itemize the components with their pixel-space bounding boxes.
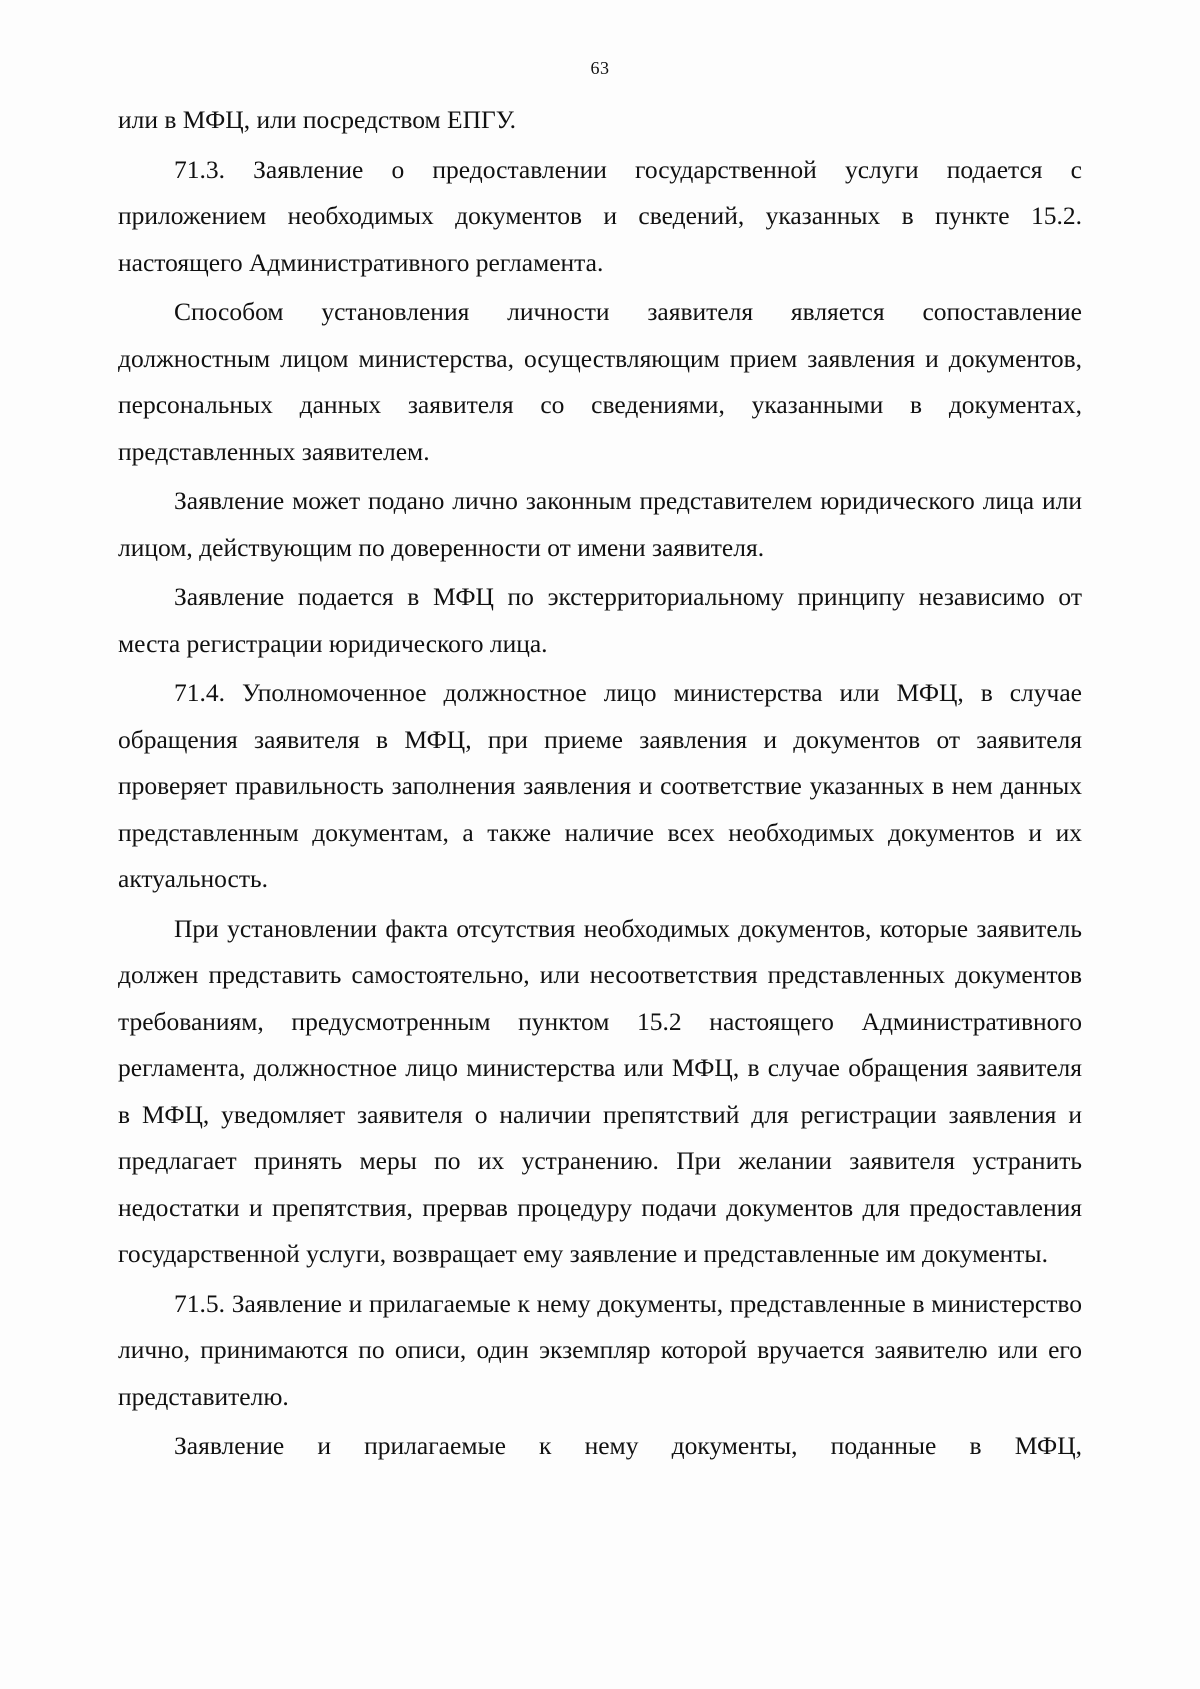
paragraph-identity: Способом установления личности заявителя является сопоставление должностным лицом министерства, осуществляющим прием заявления и документов, персональных данных заявителя со сведениями, указанными в документах, представленных заявителем. <box>118 297 1082 466</box>
paragraph-extraterritorial: Заявление подается в МФЦ по экстерриториальному принципу независимо от места регистрации юридического лица. <box>118 582 1082 658</box>
paragraph-continuation: или в МФЦ, или посредством ЕПГУ. <box>118 105 517 134</box>
paragraph-obstacles: При установлении факта отсутствия необходимых документов, которые заявитель должен представить самостоятельно, или несоответствия представленных документов требованиям, предусмотренным пунктом 15.2 настоящего Административного регламента, должностное лицо министерства или МФЦ, в случае обращения заявителя в МФЦ, уведомляет заявителя о наличии препятствий для регистрации заявления и предлагает принять меры по их устранению. При желании заявителя устранить недостатки и препятствия, прервав процедуру подачи документов для предоставления государственной услуги, возвращает ему заявление и представленные им документы. <box>118 913 1082 1268</box>
page-number: 63 <box>590 58 610 78</box>
paragraph-mfc-submitted: Заявление и прилагаемые к нему документы, поданные в МФЦ, <box>174 1431 1082 1460</box>
paragraph-71-4: 71.4. Уполномоченное должностное лицо министерства или МФЦ, в случае обращения заявителя в МФЦ, при приеме заявления и документов от заявителя проверяет правильность заполнения заявления и соответствие указанных в нем данных представленным документам, а также наличие всех необходимых документов и их актуальность. <box>118 678 1082 893</box>
paragraph-71-3: 71.3. Заявление о предоставлении государственной услуги подается с приложением необходимых документов и сведений, указанных в пункте 15.2. настоящего Административного регламента. <box>118 154 1082 277</box>
document-body <box>118 97 1082 1470</box>
paragraph-representative: Заявление может подано лично законным представителем юридического лица или лицом, действующим по доверенности от имени заявителя. <box>118 486 1082 562</box>
paragraph-71-5: 71.5. Заявление и прилагаемые к нему документы, представленные в министерство лично, принимаются по описи, один экземпляр которой вручается заявителю или его представителю. <box>118 1288 1082 1411</box>
